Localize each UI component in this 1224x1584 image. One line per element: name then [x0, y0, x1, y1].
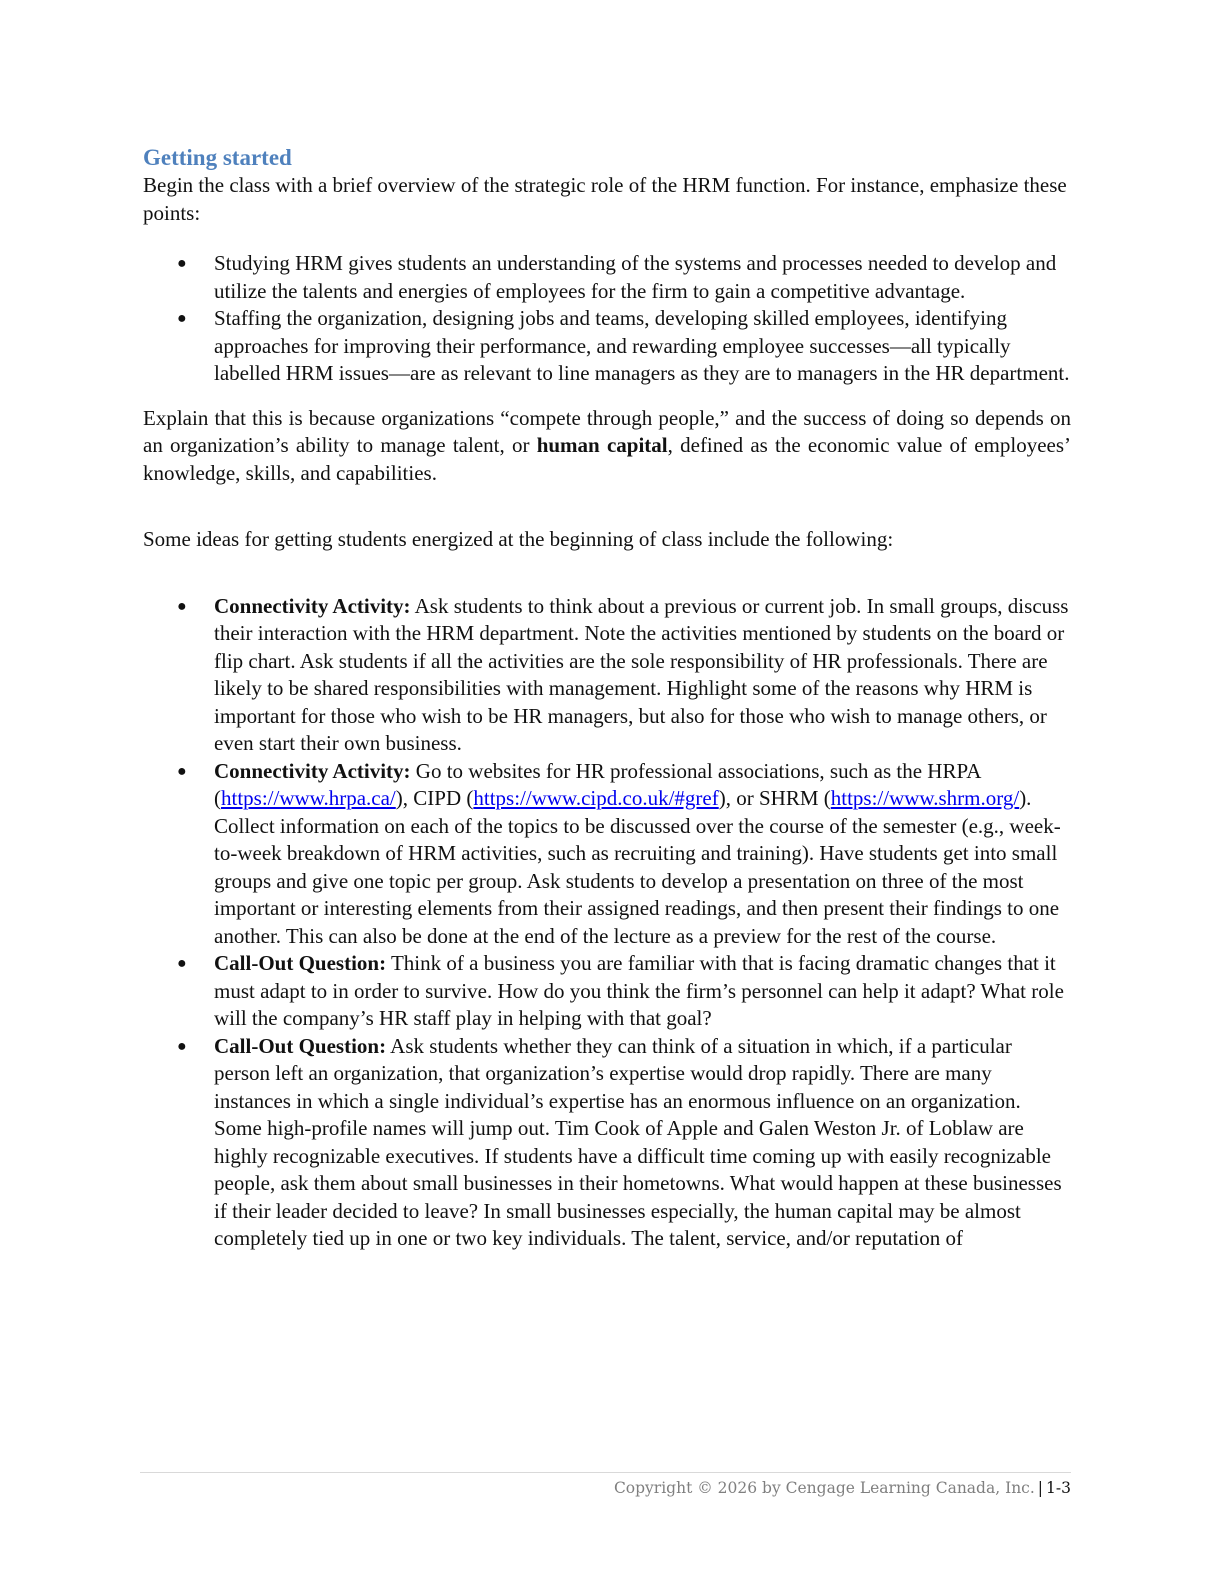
- activity-label: Call-Out Question:: [214, 951, 387, 975]
- ideas-intro: Some ideas for getting students energized at the beginning of class include the following:: [143, 527, 894, 551]
- activity-text: Go to websites for HR professional associations, such as the HRPA (: [214, 758, 981, 810]
- activity-text: Ask students whether they can think of a situation in which, if a particular person left an organization, that organization’s expertise would drop rapidly. There are many instances in which a single individual’s expertise has an enormous influence on an organization. Some high-profile names will jump out. Tim Cook of Apple and Galen Weston Jr. of Loblaw are highly recognizable executives. If students have a difficult time coming up with easily recognizable people, ask them about small businesses in their hometowns. What would happen at these businesses if their leader decided to leave? In small businesses especially, the human capital may be almost completely tied up in one or two key individuals. The talent, service, and/or reputation of: [214, 1033, 1062, 1250]
- point-text: Studying HRM gives students an understanding of the systems and processes needed to develop and utilize the talents and energies of employees for the firm to gain a competitive advantage.: [214, 251, 1057, 303]
- activity-label: Call-Out Question:: [214, 1033, 387, 1058]
- intro-paragraph: Begin the class with a brief overview of the strategic role of the HRM function. For instance, emphasize these points:: [143, 173, 1067, 225]
- page-content: [143, 144, 1071, 1253]
- section-heading: Getting started: [143, 145, 292, 170]
- activity-text: ), CIPD (: [395, 786, 474, 810]
- key-points-list: [143, 250, 1071, 388]
- activity-text: Ask students to think about a previous or current job. In small groups, discuss their interaction with the HRM department. Note the activities mentioned by students on the board or flip chart. Ask students if all the activities are the sole responsibility of HR professionals. There are likely to be shared responsibilities with management. Highlight some of the reasons why HRM is important for those who wish to be HR managers, but also for those who wish to manage others, or even start their own business.: [214, 593, 1069, 755]
- bullet-icon: ●: [177, 762, 187, 780]
- copyright-text: Copyright © 2026 by Cengage Learning Canada, Inc.: [613, 1479, 1035, 1497]
- activity-item: [143, 950, 1071, 1033]
- bullet-icon: ●: [177, 955, 187, 972]
- activity-label: Connectivity Activity:: [214, 758, 411, 783]
- activity-item: [143, 758, 1071, 951]
- list-item: [143, 250, 1071, 305]
- activity-text: ). Collect information on each of the topics to be discussed over the course of the semester (e.g., week-to-week breakdown of HRM activities, such as recruiting and training). Have students get into small groups and give one topic per group. Ask students to develop a presentation on three of the most important or interesting elements from their assigned readings, and then present their findings to one another. This can also be done at the end of the lecture as a preview for the rest of the course.: [214, 786, 1061, 948]
- activity-label: Connectivity Activity:: [214, 593, 411, 618]
- cipd-link[interactable]: https://www.cipd.co.uk/#gref: [473, 786, 719, 810]
- page-footer: [140, 1472, 1071, 1497]
- bullet-icon: ●: [177, 310, 187, 327]
- shrm-link[interactable]: https://www.shrm.org/: [830, 786, 1020, 810]
- activity-item: [143, 593, 1071, 758]
- point-text: Staffing the organization, designing jobs and teams, developing skilled employees, identifying approaches for improving their performance, and rewarding employee successes—all typically labelled HRM issues—are as relevant to line managers as they are to managers in the HR department.: [214, 306, 1070, 385]
- activity-text: Think of a business you are familiar with that is facing dramatic changes that it must adapt to in order to survive. How do you think the firm’s personnel can help it adapt? What role will the company’s HR staff play in helping with that goal?: [214, 951, 1064, 1030]
- explain-paragraph: [143, 405, 1071, 488]
- bullet-icon: ●: [177, 1037, 187, 1055]
- activity-text: ), or SHRM (: [718, 786, 831, 810]
- explain-text: Explain that this is because organizations “compete through people,” and the success of doing so depends on an organization’s ability to manage talent, or: [143, 405, 1071, 457]
- bullet-icon: ●: [177, 597, 187, 615]
- explain-text-end: , defined as the economic value of employees’ knowledge, skills, and capabilities.: [143, 433, 1072, 485]
- activity-item: [143, 1033, 1071, 1253]
- page-number: 1-3: [1046, 1479, 1071, 1497]
- footer-separator: |: [1037, 1479, 1044, 1497]
- hrpa-link[interactable]: https://www.hrpa.ca/: [221, 786, 396, 810]
- bullet-icon: ●: [177, 255, 187, 272]
- activities-list: [143, 593, 1071, 1253]
- human-capital-term: human capital: [536, 433, 668, 457]
- list-item: [143, 305, 1071, 388]
